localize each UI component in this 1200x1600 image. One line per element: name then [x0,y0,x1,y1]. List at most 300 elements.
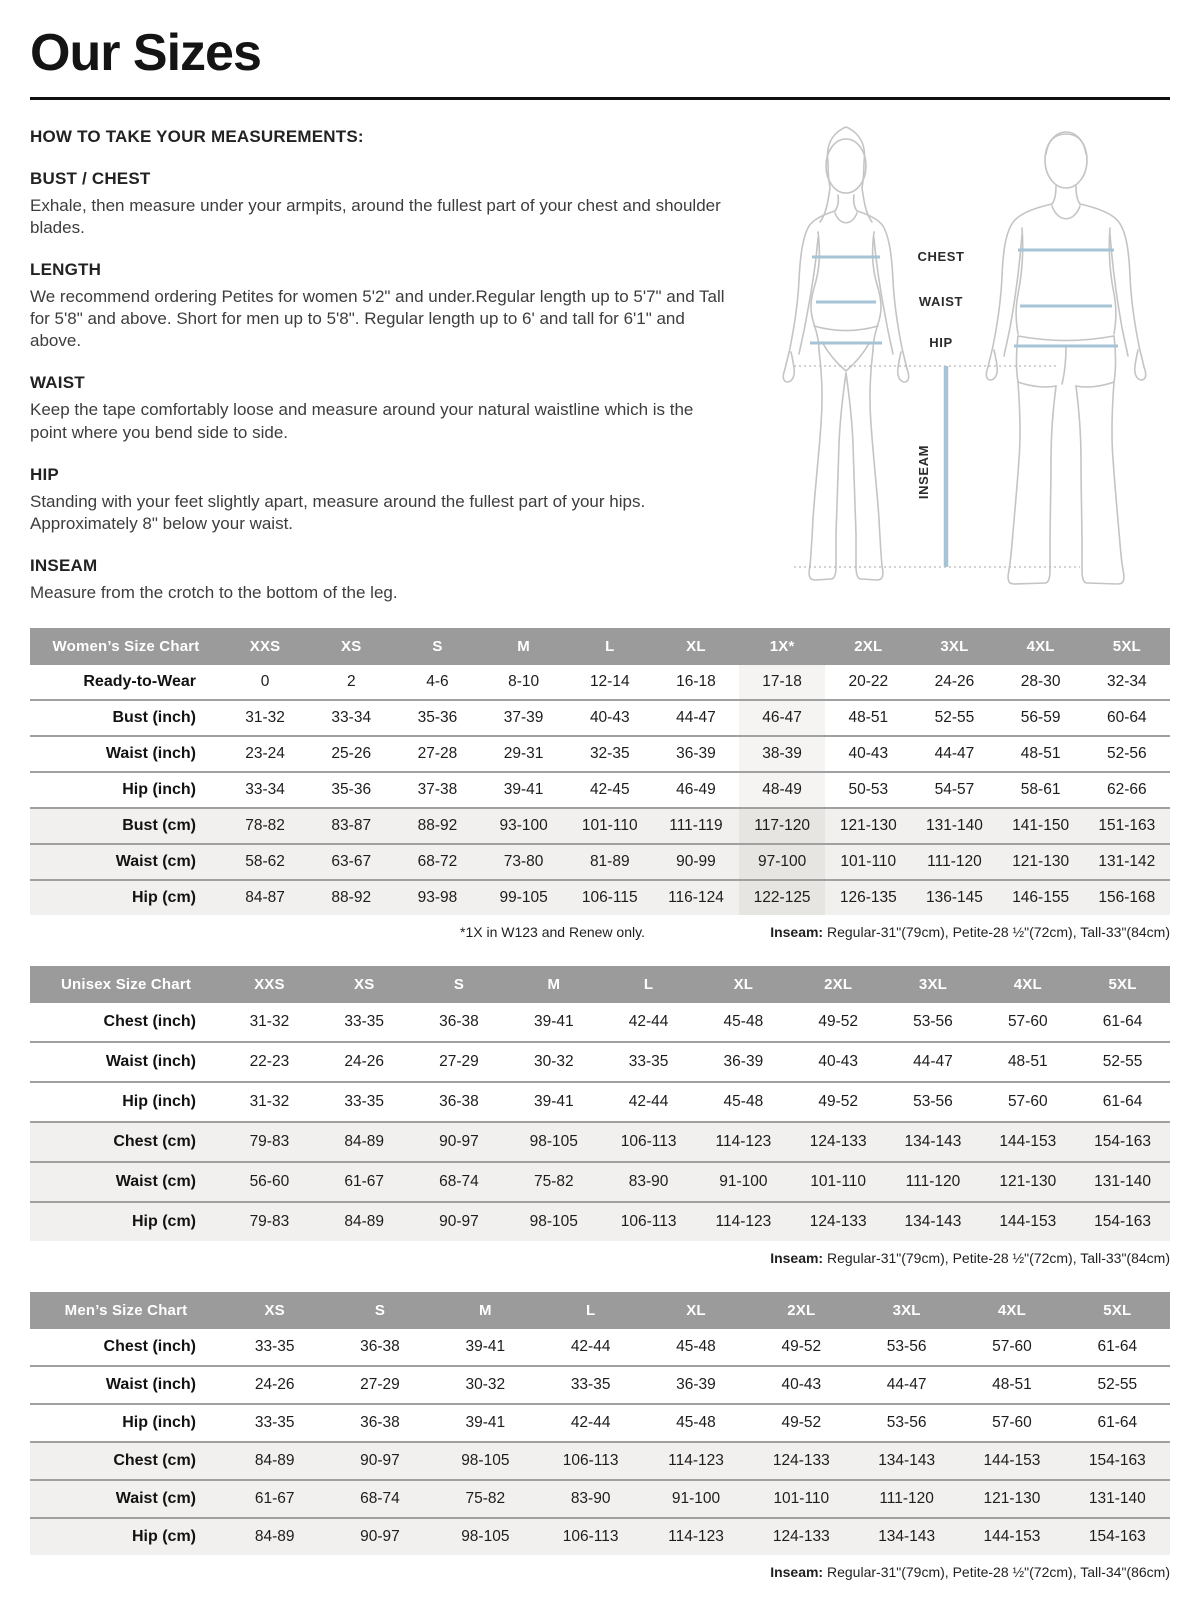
size-cell: 49-52 [818,1093,858,1111]
size-cell: 42-44 [628,1093,669,1111]
size-cell: 136-145 [911,880,997,915]
size-column-header: 2XL [791,966,886,1003]
size-cell: 68-72 [394,844,480,880]
table-row [30,665,1170,700]
size-cell: 27-29 [439,1053,479,1071]
size-column-header: 5XL [1084,628,1170,665]
row-label: Hip (inch) [122,1414,196,1432]
row-label: Waist (cm) [30,844,222,880]
size-cell: 48-51 [1007,1053,1048,1071]
size-cell: 61-67 [317,1162,412,1202]
size-column-header: 4XL [980,966,1075,1003]
size-cell: 20-22 [848,673,889,691]
table-row [30,1162,1170,1202]
size-cell: 36-38 [439,1013,479,1031]
row-label: Hip (cm) [30,1518,222,1555]
size-cell: 131-140 [911,808,997,844]
size-cell: 32-35 [589,745,630,763]
womens-inseam-footnote: Inseam: Regular-31"(79cm), Petite-28 ½"(72cm), Tall-33"(84cm) [770,924,1170,941]
size-cell: 42-45 [589,781,630,799]
size-column-header: 4XL [959,1292,1064,1329]
size-cell: 61-67 [222,1480,327,1518]
size-cell: 116-124 [653,880,739,915]
table-row [30,1082,1170,1122]
size-column-header: XS [222,1292,327,1329]
size-cell: 57-60 [1007,1093,1048,1111]
size-cell: 90-97 [412,1122,507,1162]
size-column-header: 3XL [854,1292,959,1329]
size-cell: 45-48 [723,1093,764,1111]
size-cell: 40-43 [818,1053,858,1071]
size-column-header: XXS [222,628,308,665]
inseam-heading: INSEAM [30,555,98,575]
size-cell: 98-105 [506,1202,601,1241]
size-cell: 131-140 [1075,1162,1170,1202]
size-cell: 31-32 [245,709,285,727]
size-cell: 52-55 [934,709,975,727]
size-cell: 134-143 [854,1518,959,1555]
size-cell: 45-48 [676,1414,716,1432]
size-cell: 61-64 [1102,1093,1143,1111]
size-column-header: 3XL [911,628,997,665]
size-cell: 111-119 [653,808,739,844]
size-cell: 22-23 [249,1053,290,1071]
unisex-inseam-footnote: Inseam: Regular-31"(79cm), Petite-28 ½"(72cm), Tall-33"(84cm) [770,1250,1170,1267]
size-column-header: M [506,966,601,1003]
size-column-header: XL [643,1292,748,1329]
size-cell: 36-39 [676,745,716,763]
size-cell: 106-113 [538,1518,643,1555]
size-column-header: L [567,628,653,665]
size-column-header: XS [308,628,394,665]
size-cell: 79-83 [222,1202,317,1241]
row-label: Waist (cm) [30,1162,222,1202]
size-cell: 111-120 [886,1162,981,1202]
size-cell: 36-38 [439,1093,479,1111]
size-cell: 114-123 [643,1442,748,1480]
mens-table-footnotes [30,1564,1170,1582]
size-cell: 114-123 [643,1518,748,1555]
size-column-header: S [327,1292,432,1329]
size-cell: 48-51 [992,1376,1032,1394]
row-label: Bust (cm) [30,808,222,844]
size-cell: 61-64 [1097,1414,1138,1432]
size-cell: 122-125 [739,880,825,915]
size-cell: 28-30 [1020,673,1061,691]
size-cell: 99-105 [481,880,567,915]
table-header-row [30,1292,1170,1329]
table-row [30,1202,1170,1241]
size-cell: 81-89 [567,844,653,880]
size-cell: 23-24 [245,745,285,763]
size-cell: 49-52 [781,1414,822,1432]
size-cell: 24-26 [254,1376,295,1394]
size-cell: 52-55 [1102,1053,1143,1071]
size-cell: 154-163 [1075,1202,1170,1241]
size-cell: 30-32 [533,1053,574,1071]
size-cell: 58-62 [222,844,308,880]
size-cell: 154-163 [1065,1518,1170,1555]
size-column-header: XXS [222,966,317,1003]
size-cell: 144-153 [980,1122,1075,1162]
size-cell: 31-32 [249,1013,290,1031]
size-cell: 156-168 [1084,880,1170,915]
size-cell: 146-155 [998,880,1084,915]
size-cell: 79-83 [222,1122,317,1162]
size-cell: 39-41 [503,781,544,799]
size-cell: 126-135 [825,880,911,915]
length-heading: LENGTH [30,259,102,279]
row-label: Waist (inch) [105,745,196,763]
hip-label: HIP [929,334,953,350]
bust-chest-heading: BUST / CHEST [30,168,151,188]
size-cell: 29-31 [503,745,544,763]
table-row [30,1404,1170,1442]
size-cell: 33-34 [331,709,372,727]
size-cell: 117-120 [739,808,825,844]
size-cell: 42-44 [570,1338,611,1356]
size-cell: 8-10 [508,673,540,691]
size-cell: 121-130 [959,1480,1064,1518]
bust-chest-text: Exhale, then measure under your armpits, around the fullest part of your chest and shoulder blades. [30,195,721,237]
size-cell: 154-163 [1065,1442,1170,1480]
size-cell: 24-26 [344,1053,385,1071]
table-title: Unisex Size Chart [30,966,222,1003]
body-measurement-illustration [750,114,1170,592]
size-cell: 84-89 [317,1202,412,1241]
size-cell: 124-133 [791,1122,886,1162]
measurement-instructions [30,124,730,605]
size-cell: 151-163 [1084,808,1170,844]
size-column-header: 2XL [749,1292,854,1329]
size-cell: 12-14 [589,673,630,691]
size-cell: 36-39 [723,1053,764,1071]
size-cell: 24-26 [934,673,975,691]
size-cell: 121-130 [998,844,1084,880]
size-cell: 0 [260,673,270,691]
size-cell: 32-34 [1107,673,1147,691]
size-cell: 27-29 [360,1376,400,1394]
size-cell: 50-53 [848,781,889,799]
title-divider [30,97,1170,100]
size-cell: 90-97 [327,1442,432,1480]
size-cell: 40-43 [589,709,630,727]
size-cell: 2 [346,673,356,691]
size-cell: 83-87 [308,808,394,844]
row-label: Waist (inch) [105,1053,196,1071]
size-cell: 48-51 [1020,745,1061,763]
hip-heading: HIP [30,464,59,484]
size-column-header: XL [653,628,739,665]
table-header-row [30,966,1170,1003]
waist-text: Keep the tape comfortably loose and measure around your natural waistline which is the point where you bend side to side. [30,400,694,442]
table-row [30,1366,1170,1404]
size-cell: 31-32 [249,1093,290,1111]
size-cell: 44-47 [934,745,975,763]
size-cell: 33-34 [245,781,285,799]
size-cell: 60-64 [1107,709,1147,727]
table-row [30,808,1170,844]
size-cell: 114-123 [696,1122,791,1162]
womens-table-footnotes [30,924,1170,942]
size-cell: 134-143 [854,1442,959,1480]
size-cell: 101-110 [825,844,911,880]
size-cell: 134-143 [886,1202,981,1241]
size-cell: 106-115 [567,880,653,915]
size-cell: 88-92 [394,808,480,844]
table-row [30,1003,1170,1042]
length-text: We recommend ordering Petites for women 5'2" and under.Regular length up to 5'7" and Tall for 5'8" and above. Short for men up to 5'8". Regular length up to 6' and tall for 6'1" and above. [30,287,725,351]
size-cell: 52-55 [1097,1376,1138,1394]
size-cell: 106-113 [601,1202,696,1241]
size-cell: 45-48 [676,1338,716,1356]
inseam-text: Measure from the crotch to the bottom of the leg. [30,583,398,602]
row-label: Chest (cm) [30,1122,222,1162]
size-cell: 56-59 [1020,709,1061,727]
size-column-header: M [433,1292,538,1329]
size-cell: 53-56 [913,1013,953,1031]
size-cell: 84-89 [222,1518,327,1555]
size-cell: 75-82 [433,1480,538,1518]
size-cell: 17-18 [739,665,825,700]
size-cell: 44-47 [676,709,716,727]
page-title: Our Sizes [30,24,261,82]
size-cell: 101-110 [749,1480,854,1518]
hip-text: Standing with your feet slightly apart, measure around the fullest part of your hips. Approximately 8" below your waist. [30,491,646,533]
size-column-header: 4XL [998,628,1084,665]
row-label: Hip (cm) [30,1202,222,1241]
size-cell: 84-87 [222,880,308,915]
size-cell: 33-35 [344,1013,385,1031]
male-figure [986,132,1145,584]
size-cell: 97-100 [739,844,825,880]
size-cell: 121-130 [980,1162,1075,1202]
row-label: Chest (inch) [103,1013,196,1031]
size-cell: 144-153 [959,1442,1064,1480]
size-cell: 154-163 [1075,1122,1170,1162]
size-cell: 39-41 [533,1013,574,1031]
size-cell: 46-49 [676,781,716,799]
table-row [30,1480,1170,1518]
table-row [30,1518,1170,1555]
size-cell: 52-56 [1107,745,1147,763]
size-cell: 144-153 [980,1202,1075,1241]
size-cell: 93-100 [481,808,567,844]
size-column-header: 5XL [1075,966,1170,1003]
size-column-header: L [601,966,696,1003]
table-row [30,1329,1170,1366]
size-cell: 36-38 [360,1414,400,1432]
womens-size-table [30,628,1170,915]
size-cell: 91-100 [643,1480,748,1518]
row-label: Chest (cm) [30,1442,222,1480]
size-cell: 73-80 [481,844,567,880]
size-cell: 68-74 [412,1162,507,1202]
size-cell: 39-41 [465,1414,506,1432]
size-cell: 57-60 [1007,1013,1048,1031]
size-cell: 111-120 [911,844,997,880]
size-column-header: M [481,628,567,665]
size-cell: 131-142 [1084,844,1170,880]
size-cell: 88-92 [308,880,394,915]
size-cell: 35-36 [417,709,458,727]
measurement-diagram [750,114,1170,605]
size-cell: 37-39 [503,709,544,727]
size-cell: 48-49 [739,772,825,808]
size-cell: 36-38 [360,1338,400,1356]
size-cell: 39-41 [465,1338,506,1356]
row-label: Waist (cm) [30,1480,222,1518]
size-cell: 90-97 [327,1518,432,1555]
size-cell: 121-130 [825,808,911,844]
size-cell: 84-89 [222,1442,327,1480]
table-row [30,1042,1170,1082]
size-cell: 30-32 [465,1376,506,1394]
table-title: Men’s Size Chart [30,1292,222,1329]
size-cell: 93-98 [394,880,480,915]
size-column-header: 1X* [739,628,825,665]
size-cell: 36-39 [676,1376,716,1394]
size-cell: 38-39 [739,736,825,772]
chest-label: CHEST [917,248,965,264]
size-column-header: S [394,628,480,665]
size-cell: 98-105 [433,1518,538,1555]
size-cell: 40-43 [781,1376,822,1394]
size-cell: 37-38 [417,781,458,799]
size-cell: 124-133 [749,1518,854,1555]
row-label: Chest (inch) [103,1338,196,1356]
size-column-header: S [412,966,507,1003]
waist-label: WAIST [918,293,964,309]
measurements-section [30,124,1170,605]
size-cell: 141-150 [998,808,1084,844]
row-label: Hip (cm) [30,880,222,915]
size-cell: 48-51 [848,709,889,727]
size-cell: 124-133 [791,1202,886,1241]
size-cell: 98-105 [506,1122,601,1162]
instructions-heading: HOW TO TAKE YOUR MEASUREMENTS: [30,126,364,146]
size-cell: 33-35 [570,1376,611,1394]
size-cell: 90-99 [653,844,739,880]
size-cell: 46-47 [739,700,825,736]
size-cell: 53-56 [886,1414,927,1432]
female-figure [783,127,908,580]
table-row [30,772,1170,808]
size-cell: 98-105 [433,1442,538,1480]
row-label: Ready-to-Wear [83,673,196,691]
one-x-footnote: *1X in W123 and Renew only. [460,924,645,941]
inseam-label: INSEAM [916,444,931,499]
mens-size-chart [30,1292,1170,1582]
size-cell: 33-35 [344,1093,385,1111]
size-cell: 35-36 [331,781,372,799]
size-cell: 84-89 [317,1122,412,1162]
size-cell: 144-153 [959,1518,1064,1555]
table-row [30,736,1170,772]
size-column-header: 3XL [886,966,981,1003]
size-cell: 78-82 [222,808,308,844]
size-cell: 131-140 [1065,1480,1170,1518]
table-header-row [30,628,1170,665]
size-cell: 91-100 [696,1162,791,1202]
size-cell: 42-44 [570,1414,611,1432]
size-column-header: XS [317,966,412,1003]
size-cell: 114-123 [696,1202,791,1241]
size-cell: 16-18 [676,673,716,691]
size-cell: 83-90 [601,1162,696,1202]
size-cell: 33-35 [254,1414,295,1432]
table-row [30,880,1170,915]
size-cell: 101-110 [567,808,653,844]
mens-inseam-footnote: Inseam: Regular-31"(79cm), Petite-28 ½"(72cm), Tall-34"(86cm) [770,1564,1170,1581]
womens-size-chart [30,628,1170,942]
unisex-table-footnotes [30,1250,1170,1268]
size-cell: 42-44 [628,1013,669,1031]
table-row [30,1442,1170,1480]
row-label: Hip (inch) [122,781,196,799]
table-row [30,1122,1170,1162]
size-column-header: 2XL [825,628,911,665]
size-cell: 56-60 [222,1162,317,1202]
size-cell: 4-6 [426,673,449,691]
size-cell: 49-52 [818,1013,858,1031]
row-label: Bust (inch) [112,709,196,727]
size-cell: 53-56 [886,1338,927,1356]
size-cell: 33-35 [254,1338,295,1356]
size-cell: 44-47 [913,1053,953,1071]
row-label: Hip (inch) [122,1093,196,1111]
size-cell: 68-74 [327,1480,432,1518]
size-cell: 39-41 [533,1093,574,1111]
size-cell: 45-48 [723,1013,764,1031]
size-cell: 53-56 [913,1093,953,1111]
size-cell: 61-64 [1097,1338,1138,1356]
waist-heading: WAIST [30,373,85,393]
unisex-size-chart [30,966,1170,1268]
size-column-header: XL [696,966,791,1003]
table-title: Women’s Size Chart [30,628,222,665]
size-cell: 54-57 [934,781,975,799]
row-label: Waist (inch) [105,1376,196,1394]
mens-size-table [30,1292,1170,1555]
size-column-header: L [538,1292,643,1329]
size-cell: 44-47 [886,1376,927,1394]
size-cell: 49-52 [781,1338,822,1356]
size-cell: 134-143 [886,1122,981,1162]
size-cell: 90-97 [412,1202,507,1241]
size-cell: 111-120 [854,1480,959,1518]
table-row [30,844,1170,880]
size-cell: 62-66 [1107,781,1147,799]
size-cell: 57-60 [992,1414,1032,1432]
size-cell: 27-28 [417,745,458,763]
size-cell: 40-43 [848,745,889,763]
size-cell: 124-133 [749,1442,854,1480]
unisex-size-table [30,966,1170,1241]
size-cell: 58-61 [1020,781,1061,799]
size-cell: 63-67 [308,844,394,880]
size-cell: 75-82 [506,1162,601,1202]
size-cell: 101-110 [791,1162,886,1202]
size-cell: 61-64 [1102,1013,1143,1031]
table-row [30,700,1170,736]
size-cell: 106-113 [538,1442,643,1480]
size-column-header: 5XL [1065,1292,1170,1329]
size-cell: 33-35 [628,1053,669,1071]
size-cell: 57-60 [992,1338,1032,1356]
size-cell: 25-26 [331,745,372,763]
size-cell: 106-113 [601,1122,696,1162]
